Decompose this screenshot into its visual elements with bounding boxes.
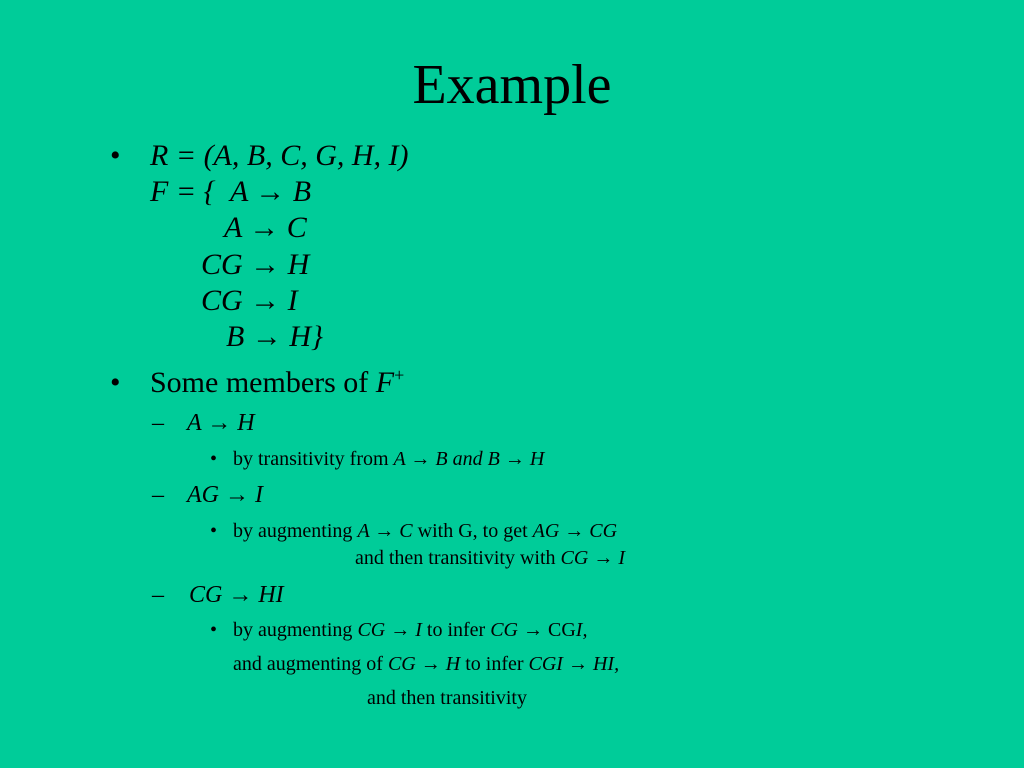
- explanation-continued: [233, 651, 619, 677]
- explanation-fd: CG →: [490, 619, 548, 641]
- explanation-text: to infer: [460, 653, 529, 675]
- sub-dash: –: [152, 582, 164, 608]
- explanation-text: with G, to get: [412, 520, 533, 542]
- derived-fd: AG → I: [187, 482, 263, 508]
- explanation-fd: CG → I: [357, 619, 422, 641]
- explanation-fd: CG → H: [387, 653, 461, 675]
- sub-bullet-marker: •: [210, 520, 218, 542]
- explanation-continued: [355, 545, 625, 571]
- closure-set-name: F: [375, 366, 395, 399]
- explanation-text: by transitivity from: [233, 448, 394, 470]
- fd-line: CG → I: [201, 284, 298, 317]
- explanation: [233, 617, 587, 643]
- sub-bullet-marker: •: [210, 448, 218, 470]
- explanation-text: by augmenting: [233, 520, 358, 542]
- fd-line: B → H}: [226, 320, 323, 353]
- sub-dash: –: [152, 482, 164, 508]
- bullet-marker: •: [110, 366, 121, 399]
- explanation-fd: CG → I: [560, 547, 625, 569]
- sub-dash: –: [152, 410, 164, 436]
- fd-line: CG → H: [201, 248, 310, 281]
- explanation-text: by augmenting: [233, 619, 358, 641]
- fd-line: A → C: [224, 211, 307, 244]
- derived-fd: A → H: [187, 410, 255, 436]
- sub-bullet-marker: •: [210, 619, 218, 641]
- relation-schema: R = (A, B, C, G, H, I): [150, 139, 409, 172]
- derived-fd: CG → HI: [189, 582, 284, 608]
- slide-title: Example: [412, 54, 612, 116]
- explanation: [233, 518, 617, 544]
- explanation-text: CG: [548, 619, 576, 641]
- closure-heading: [150, 365, 404, 401]
- closure-heading-text: Some members of: [150, 366, 376, 399]
- explanation-continued: and then transitivity: [367, 687, 527, 709]
- explanation-text: and augmenting of: [233, 653, 388, 675]
- explanation-fd: AG → CG: [532, 520, 618, 542]
- explanation-text: and then transitivity with: [355, 547, 561, 569]
- explanation-fd: A → C: [357, 520, 413, 542]
- explanation: [233, 446, 544, 472]
- closure-plus: +: [394, 365, 405, 385]
- explanation-fd: A → B and B → H: [393, 448, 545, 470]
- bullet-marker: •: [110, 139, 121, 172]
- explanation-fd: CGI → HI,: [528, 653, 620, 675]
- fd-line: F = { A → B: [150, 175, 312, 208]
- explanation-fd: I,: [575, 619, 588, 641]
- explanation-text: to infer: [421, 619, 491, 641]
